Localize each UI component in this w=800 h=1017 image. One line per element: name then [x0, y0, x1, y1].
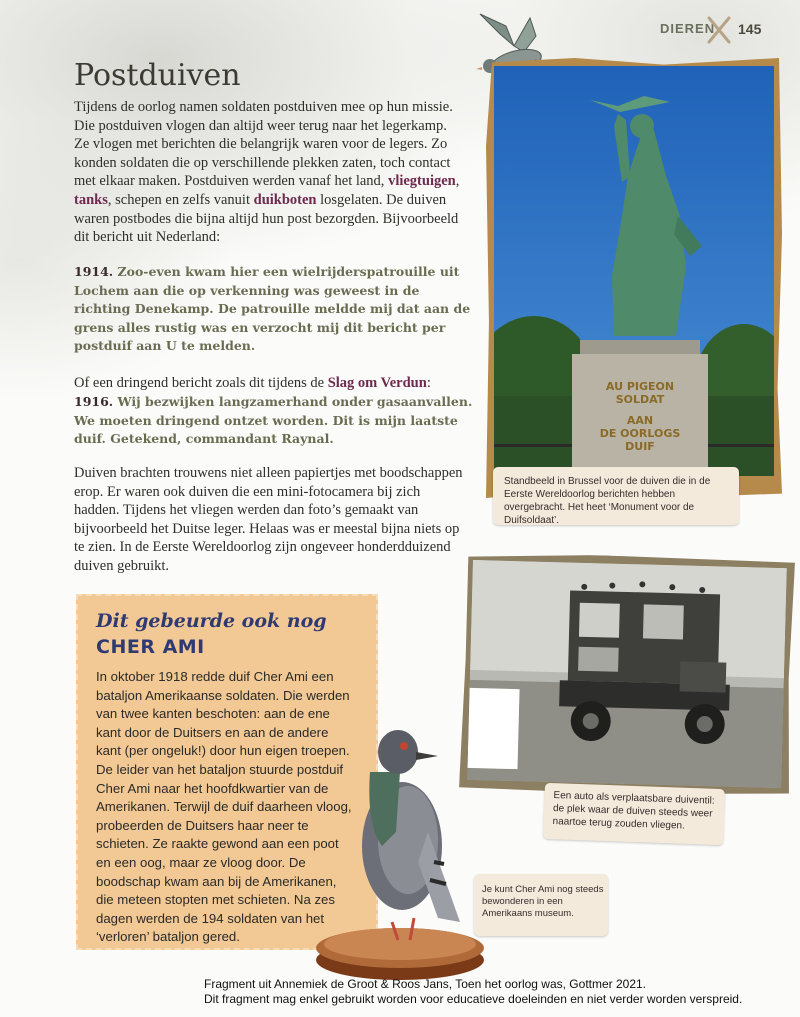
- footer-line-1: Fragment uit Annemiek de Groot & Roos Jans, Toen het oorlog was, Gottmer 2021.: [204, 977, 647, 991]
- copyright-footer: [204, 977, 800, 1007]
- message-1916: [74, 393, 474, 449]
- inscription-line-1: AU PIGEON: [605, 380, 675, 393]
- cher-ami-pigeon-photo: [300, 712, 500, 984]
- cross-ornament-icon: [706, 16, 732, 44]
- inscription-line-5: DUIF: [625, 440, 655, 453]
- section-label: DIEREN: [660, 21, 716, 36]
- box-kicker: Dit gebeurde ook nog: [96, 610, 327, 632]
- statue-caption: Standbeeld in Brussel voor de duiven die in de Eerste Wereldoorlog berichten hebben overgebracht. Het heet ‘Monument voor de Duifsoldaat’.: [504, 476, 711, 526]
- pigeon-caption: Je kunt Cher Ami nog steeds bewonderen in een Amerikaans museum.: [482, 884, 604, 919]
- inscription-line-4: DE OORLOGS: [599, 427, 681, 440]
- intro-text-3: losgelaten. De duiven waren postbodes die bijna altijd hun post bezorgden. Bijvoorbeeld dit bericht uit Nederland:: [74, 191, 459, 246]
- inscription-line-2: SOLDAT: [615, 393, 665, 406]
- verdun-intro-after: :: [426, 375, 431, 391]
- glossary-term-tanks[interactable]: tanks: [74, 191, 108, 208]
- message-1914-year: 1914.: [74, 264, 114, 279]
- truck-caption: Een auto als verplaatsbare duiventil: de plek waar de duiven steeds weer naartoe terug zouden vliegen.: [552, 790, 715, 832]
- box-title: CHER AMI: [96, 636, 205, 658]
- verdun-intro-before: Of een dringend bericht zoals dit tijdens de: [74, 375, 328, 391]
- footer-line-2: Dit fragment mag enkel gebruikt worden voor educatieve doeleinden en niet verder worden verspreid.: [204, 992, 743, 1006]
- message-1916-year: 1916.: [74, 394, 114, 409]
- verdun-intro: [74, 374, 464, 393]
- intro-comma: ,: [455, 173, 460, 190]
- glossary-term-slag-om-verdun[interactable]: Slag om Verdun: [327, 375, 427, 391]
- article-title: Postduiven: [74, 58, 241, 93]
- inscription-line-3: AAN: [626, 414, 654, 427]
- intro-text-2: , schepen en zelfs vanuit: [107, 191, 254, 208]
- intro-paragraph: [74, 98, 464, 247]
- pigeon-truck-illustration: [467, 560, 787, 788]
- camera-paragraph: Duiven brachten trouwens niet alleen papiertjes met boodschappen erop. Er waren ook duiven die een mini-fotocamera bij zich hadden. Tijdens het vliegen werden dan foto’s gemaakt van bijvoorbeeld het Duitse leger. Helaas was er meestal bijna niets op te zien. In de Eerste Wereldoorlog zijn ongeveer honderdduizend duiven gebruikt.: [74, 465, 463, 574]
- statue-inscription: [572, 380, 708, 453]
- glossary-term-duikboten[interactable]: duikboten: [253, 191, 317, 208]
- message-1914-text: Zoo-even kwam hier een wielrijderspatrouille uit Lochem aan die op verkenning was geweest in de richting Denekamp. De patrouille meldde mij dat aan de grens alles rustig was en verzocht mij dit bericht per postduif aan U te melden.: [74, 264, 471, 354]
- truck-photo: [467, 560, 787, 788]
- intro-text-1: Tijdens de oorlog namen soldaten postduiven mee op hun missie. Die postduiven vlogen dan altijd weer terug naar het legerkamp. Ze vlogen met berichten die belangrijk waren voor de legers. Zo konden soldaten die op verschillende plekken zaten, toch contact met elkaar maken. Postduiven werden vanaf het land,: [74, 99, 453, 190]
- statue-photo: [494, 66, 774, 476]
- message-1916-text: Wij bezwijken langzamerhand onder gasaanvallen. We moeten dringend ontzet worden. Dit is mijn laatste duif. Getekend, commandant Raynal.: [74, 394, 473, 447]
- glossary-term-vliegtuigen[interactable]: vliegtuigen: [388, 173, 456, 190]
- page-number: 145: [738, 21, 762, 37]
- message-1914: [74, 263, 474, 356]
- box-body: In oktober 1918 redde duif Cher Ami een bataljon Amerikaanse soldaten. Die werden van twee kanten beschoten: aan de ene kant door de Duitsers en aan de andere kant (per ongeluk!) door hun eigen troepen. De leider van het bataljon stuurde postduif Cher Ami naar het hoofdkwartier van de Amerikanen. Terwijl de duif daarheen vloog, probeerden de Duitsers haar neer te schieten. Ze raakte gewond aan een poot en een oog, maar ze vloog door. De boodschap kwam aan bij de Amerikanen, die meteen stopten met schieten. Na zes dagen werden de 194 soldaten van het ‘verloren’ bataljon gered.: [96, 669, 352, 945]
